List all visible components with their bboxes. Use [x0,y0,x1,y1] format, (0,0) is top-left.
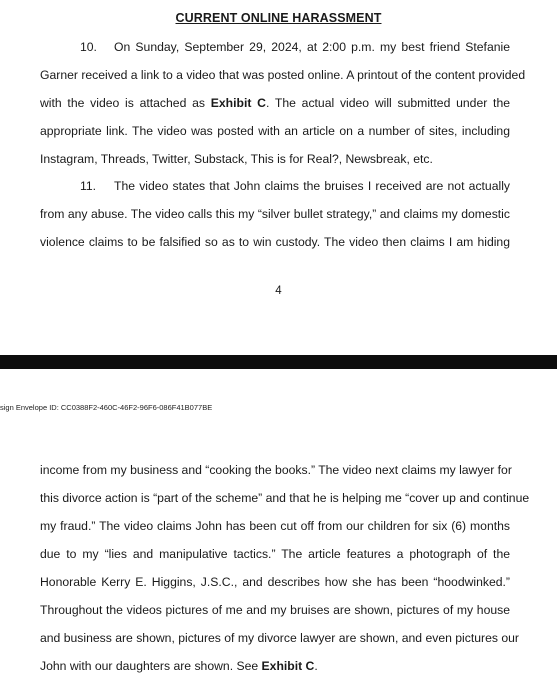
page-divider [0,355,557,369]
paragraph-10-line-5: Instagram, Threads, Twitter, Substack, This is for Real?, Newsbreak, etc. [40,152,433,166]
paragraph-line-5: Honorable Kerry E. Higgins, J.S.C., and describes how she has been “hoodwinked.” [40,575,510,589]
paragraph-10-line-2: Garner received a link to a video that was posted online. A printout of the content provided [40,68,526,82]
docusign-envelope-id: sign Envelope ID: CC0388F2-460C-46F2-96F6-086F41B077BE [0,403,213,412]
section-heading: CURRENT ONLINE HARASSMENT [175,11,382,25]
paragraph-line-7: and business are shown, pictures of my divorce lawyer are shown, and even pictures our [40,631,519,645]
paragraph-number-10: 10. [80,40,97,54]
paragraph-10-line-4: appropriate link. The video was posted with an article on a number of sites, including [40,124,510,138]
paragraph-number-11: 11. [80,179,97,193]
paragraph-line-1: income from my business and “cooking the books.” The video next claims my lawyer for [40,463,512,477]
exhibit-reference: Exhibit C [210,96,266,110]
document-page-bottom [0,369,557,675]
paragraph-line-2: this divorce action is “part of the scheme” and that he is helping me “cover up and continue [40,491,530,505]
paragraph-11-line-1: 11. The video states that John claims the bruises I received are not actually [80,179,510,193]
page-number: 4 [275,285,282,297]
paragraph-line-6: Throughout the videos pictures of me and my bruises are shown, pictures of my house [40,603,510,617]
paragraph-line-8: John with our daughters are shown. See Exhibit C. [40,659,318,673]
paragraph-11-line-2: from any abuse. The video calls this my “silver bullet strategy,” and claims my domestic [40,207,510,221]
paragraph-line-4: due to my “lies and manipulative tactics.” The article features a photograph of the [40,547,510,561]
exhibit-reference: Exhibit C [261,659,315,673]
paragraph-line-3: my fraud.” The video claims John has been cut off from our children for six (6) months [40,519,510,533]
paragraph-10-line-3: with the video is attached as Exhibit C. The actual video will submitted under the [40,96,511,110]
paragraph-11-line-3: violence claims to be falsified so as to win custody. The video then claims I am hiding [40,235,510,249]
paragraph-10-line-1: 10. On Sunday, September 29, 2024, at 2:00 p.m. my best friend Stefanie [80,40,510,54]
